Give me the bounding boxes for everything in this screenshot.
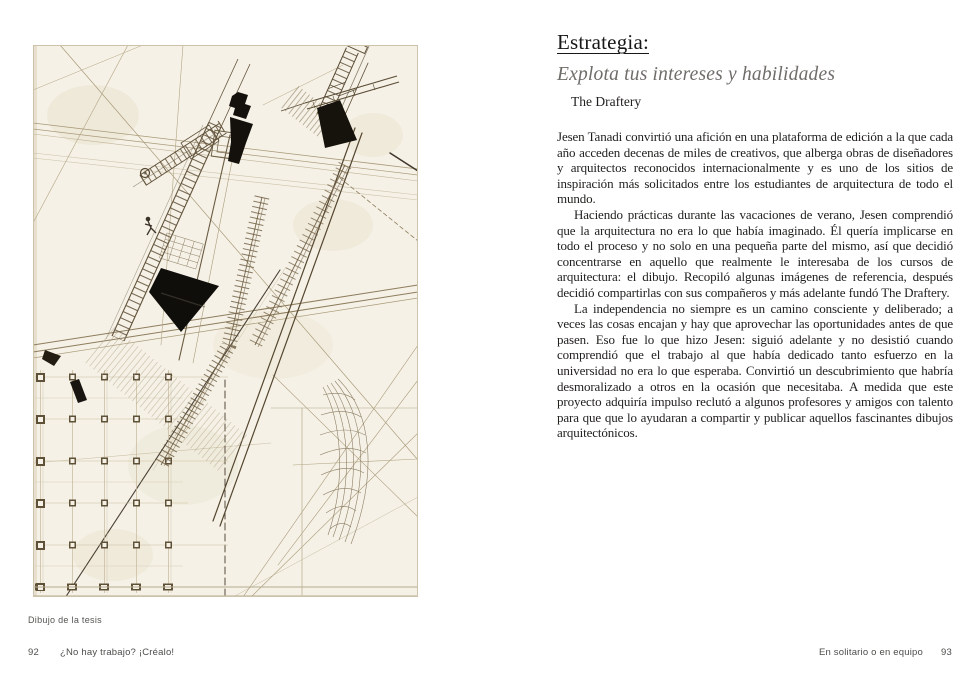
paragraph: Jesen Tanadi convirtió una afición en una plataforma de edición a la que cada año acceden decenas de miles de creativos, que alberga obras de diseñadores y arquitectos reconocidos internacionalmente y es uno de los sitios de inspiración más solicitados entre los estudiantes de arquitectura de todo el mundo. bbox=[557, 129, 953, 207]
body-text bbox=[557, 129, 953, 441]
section-subtitle: Explota tus intereses y habilidades bbox=[557, 64, 836, 85]
running-title-left: ¿No hay trabajo? ¡Créalo! bbox=[59, 647, 175, 658]
page-number-right: 93 bbox=[941, 647, 952, 658]
artwork-figure bbox=[33, 45, 418, 597]
artwork-caption: Dibujo de la tesis bbox=[28, 615, 102, 625]
page-number-left: 92 bbox=[28, 647, 39, 658]
architectural-drawing bbox=[33, 45, 418, 597]
running-title-right: En solitario o en equipo bbox=[818, 647, 924, 658]
paragraph: La independencia no siempre es un camino consciente y deliberado; a veces las cosas encajan y hay que aprovechar las oportunidades antes de que pasen. Eso fue lo que hizo Jesen: siguió adelante y no desistió cuando comprendió que el trabajo al que había dedicado tanto esfuerzo en la universidad no era lo que esperaba. Convirtió un descubrimiento que habría desmoralizado a otros en la ocasión que necesitaba. A medida que este proyecto adquiría impulso reclutó a algunos profesores y amigos con talento para que que lo ayudaran a compartir y publicar aquellos fascinantes dibujos arquitectónicos. bbox=[557, 300, 953, 441]
right-footer bbox=[819, 647, 952, 658]
byline: The Draftery bbox=[571, 94, 642, 109]
left-footer bbox=[28, 647, 174, 658]
section-heading: Estrategia: bbox=[557, 30, 649, 54]
right-page-text-column bbox=[557, 30, 953, 441]
paragraph: Haciendo prácticas durante las vacaciones de verano, Jesen comprendió que la arquitectura no era lo que había imaginado. Él quería implicarse en todo el proceso y no solo en una pequeña parte del mismo, así que decidió concentrarse en aquello que realmente le interesaba de los cursos de arquitectura: el dibujo. Recopiló algunas imágenes de referencia, después decidió compartirlas con sus compañeros y más adelante fundó The Draftery. bbox=[557, 206, 953, 300]
